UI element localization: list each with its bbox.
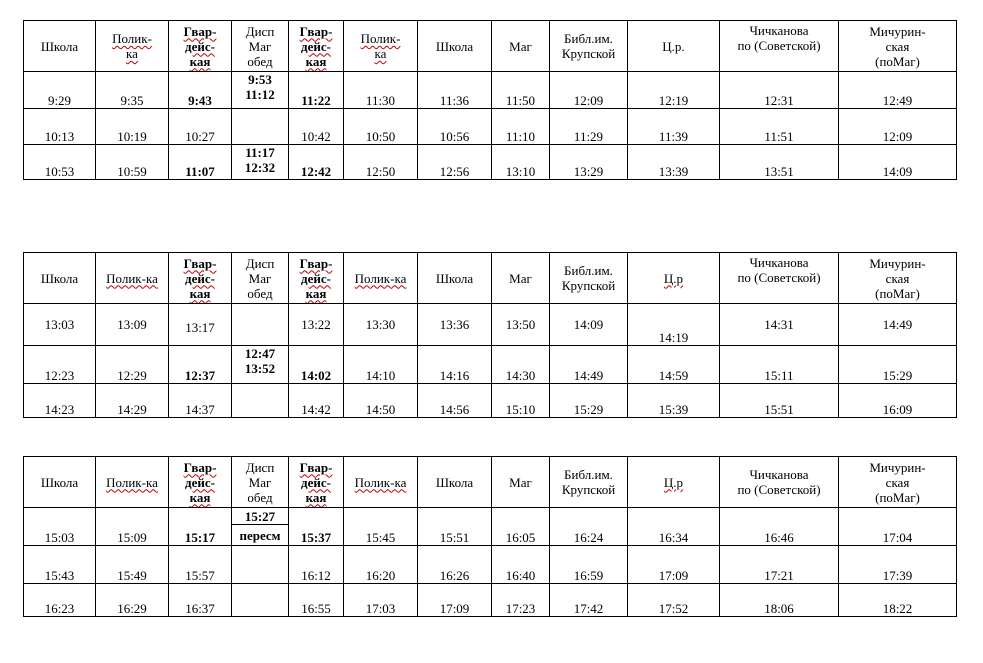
time-cell: 13:36: [418, 304, 492, 346]
time-cell: 14:16: [418, 346, 492, 384]
time-cell: 17:21: [720, 546, 839, 584]
time-cell: 14:09: [839, 145, 957, 180]
time-cell: 17:52: [628, 584, 720, 617]
time-cell: 10:59: [96, 145, 169, 180]
time-cell: 16:12: [289, 546, 344, 584]
time-cell: 15:37: [289, 508, 344, 546]
time-cell: 14:31: [720, 304, 839, 346]
header-chich: Чичканова по (Советской): [720, 21, 839, 72]
time-cell: 17:42: [550, 584, 628, 617]
time-cell: 10:19: [96, 109, 169, 145]
time-cell: 15:11: [720, 346, 839, 384]
header-bibl: Библ.им. Крупской: [550, 21, 628, 72]
header-row: [24, 21, 957, 72]
time-cell: 9:35: [96, 72, 169, 109]
time-cell: 17:39: [839, 546, 957, 584]
time-cell: 15:17: [169, 508, 232, 546]
time-cell: 11:10: [492, 109, 550, 145]
header-gvard-2: Гвар- дейс- кая: [289, 21, 344, 72]
schedule-table-2: [23, 252, 957, 418]
header-bibl: Библ.им. Крупской: [550, 253, 628, 304]
header-polik-2: Полик-ка: [344, 253, 418, 304]
time-cell: 13:50: [492, 304, 550, 346]
time-cell: 14:02: [289, 346, 344, 384]
disp-cell: 15:27 пересм: [232, 508, 289, 546]
time-cell: 12:09: [550, 72, 628, 109]
header-mag: Маг: [492, 253, 550, 304]
header-gvard: Гвар- дейс- кая: [169, 253, 232, 304]
time-cell: 15:03: [24, 508, 96, 546]
time-cell: 13:17: [169, 304, 232, 346]
disp-cell: [232, 584, 289, 617]
time-cell: 13:30: [344, 304, 418, 346]
time-cell: 13:51: [720, 145, 839, 180]
header-mich: Мичурин- ская (поМаг): [839, 457, 957, 508]
header-mich: Мичурин- ская (поМаг): [839, 253, 957, 304]
time-cell: 15:45: [344, 508, 418, 546]
time-cell: 18:06: [720, 584, 839, 617]
time-cell: 14:30: [492, 346, 550, 384]
time-cell: 13:39: [628, 145, 720, 180]
time-cell: 11:22: [289, 72, 344, 109]
header-cr: Ц.р.: [628, 21, 720, 72]
time-cell: 13:29: [550, 145, 628, 180]
time-cell: 18:22: [839, 584, 957, 617]
disp-cell: [232, 546, 289, 584]
time-cell: 17:04: [839, 508, 957, 546]
disp-cell: [232, 384, 289, 418]
time-cell: 14:10: [344, 346, 418, 384]
header-shkola: Школа: [24, 21, 96, 72]
time-cell: 11:50: [492, 72, 550, 109]
time-cell: 12:49: [839, 72, 957, 109]
header-gvard: Гвар- дейс- кая: [169, 21, 232, 72]
time-cell: 11:39: [628, 109, 720, 145]
time-cell: 10:27: [169, 109, 232, 145]
time-cell: 10:56: [418, 109, 492, 145]
header-polik-2: Полик-ка: [344, 457, 418, 508]
time-cell: 14:49: [839, 304, 957, 346]
schedule-table-1: [23, 20, 957, 180]
table-row: [24, 384, 957, 418]
time-cell: 14:42: [289, 384, 344, 418]
time-cell: 12:23: [24, 346, 96, 384]
time-cell: 11:07: [169, 145, 232, 180]
header-shkola-2: Школа: [418, 21, 492, 72]
header-polik: Полик-ка: [96, 253, 169, 304]
header-polik: Полик- ка: [96, 21, 169, 72]
header-row: [24, 457, 957, 508]
time-cell: 10:53: [24, 145, 96, 180]
time-cell: 17:23: [492, 584, 550, 617]
time-cell: 16:26: [418, 546, 492, 584]
header-mich: Мичурин- ская (поМаг): [839, 21, 957, 72]
time-cell: 12:56: [418, 145, 492, 180]
time-cell: 14:37: [169, 384, 232, 418]
time-cell: 14:56: [418, 384, 492, 418]
time-cell: 16:40: [492, 546, 550, 584]
time-cell: 11:29: [550, 109, 628, 145]
header-row: [24, 253, 957, 304]
disp-cell: 11:17 12:32: [232, 145, 289, 180]
header-mag: Маг: [492, 457, 550, 508]
time-cell: 15:29: [839, 346, 957, 384]
time-cell: 12:42: [289, 145, 344, 180]
schedule-table-3: [23, 456, 957, 617]
header-shkola: Школа: [24, 253, 96, 304]
time-cell: 14:50: [344, 384, 418, 418]
time-cell: 12:29: [96, 346, 169, 384]
table-row: [24, 346, 957, 384]
time-cell: 12:31: [720, 72, 839, 109]
header-polik: Полик-ка: [96, 457, 169, 508]
table-row: [24, 145, 957, 180]
header-disp: Дисп Маг обед: [232, 457, 289, 508]
time-cell: 16:20: [344, 546, 418, 584]
disp-cell: [232, 109, 289, 145]
time-cell: 14:09: [550, 304, 628, 346]
time-cell: 12:19: [628, 72, 720, 109]
table-row: [24, 584, 957, 617]
time-cell: 10:50: [344, 109, 418, 145]
time-cell: 14:23: [24, 384, 96, 418]
header-disp: Дисп Маг обед: [232, 21, 289, 72]
header-disp: Дисп Маг обед: [232, 253, 289, 304]
table-row: [24, 72, 957, 109]
header-gvard-2: Гвар- дейс- кая: [289, 253, 344, 304]
time-cell: 16:34: [628, 508, 720, 546]
time-cell: 11:36: [418, 72, 492, 109]
time-cell: 10:13: [24, 109, 96, 145]
header-gvard: Гвар- дейс- кая: [169, 457, 232, 508]
header-cr: Ц.р: [628, 457, 720, 508]
header-shkola: Школа: [24, 457, 96, 508]
time-cell: 15:39: [628, 384, 720, 418]
disp-cell: 12:47 13:52: [232, 346, 289, 384]
table-row: [24, 546, 957, 584]
time-cell: 16:59: [550, 546, 628, 584]
time-cell: 14:49: [550, 346, 628, 384]
time-cell: 14:19: [628, 304, 720, 346]
header-chich: Чичканова по (Советской): [720, 253, 839, 304]
header-shkola-2: Школа: [418, 457, 492, 508]
time-cell: 12:37: [169, 346, 232, 384]
time-cell: 15:49: [96, 546, 169, 584]
time-cell: 15:43: [24, 546, 96, 584]
header-gvard-2: Гвар- дейс- кая: [289, 457, 344, 508]
time-cell: 15:09: [96, 508, 169, 546]
time-cell: 15:29: [550, 384, 628, 418]
time-cell: 9:43: [169, 72, 232, 109]
time-cell: 16:46: [720, 508, 839, 546]
time-cell: 10:42: [289, 109, 344, 145]
time-cell: 13:10: [492, 145, 550, 180]
time-cell: 16:24: [550, 508, 628, 546]
time-cell: 14:59: [628, 346, 720, 384]
header-chich: Чичканова по (Советской): [720, 457, 839, 508]
time-cell: 11:30: [344, 72, 418, 109]
header-shkola-2: Школа: [418, 253, 492, 304]
disp-cell: [232, 304, 289, 346]
time-cell: 16:37: [169, 584, 232, 617]
time-cell: 13:09: [96, 304, 169, 346]
time-cell: 16:05: [492, 508, 550, 546]
table-row: [24, 304, 957, 346]
time-cell: 16:23: [24, 584, 96, 617]
time-cell: 16:55: [289, 584, 344, 617]
time-cell: 15:51: [720, 384, 839, 418]
time-cell: 13:22: [289, 304, 344, 346]
time-cell: 13:03: [24, 304, 96, 346]
time-cell: 14:29: [96, 384, 169, 418]
header-bibl: Библ.им. Крупской: [550, 457, 628, 508]
table-row: [24, 109, 957, 145]
time-cell: 16:09: [839, 384, 957, 418]
header-mag: Маг: [492, 21, 550, 72]
time-cell: 17:09: [628, 546, 720, 584]
header-cr: Ц.р: [628, 253, 720, 304]
time-cell: 15:57: [169, 546, 232, 584]
time-cell: 15:51: [418, 508, 492, 546]
table-row: [24, 508, 957, 546]
time-cell: 15:10: [492, 384, 550, 418]
time-cell: 12:50: [344, 145, 418, 180]
time-cell: 9:29: [24, 72, 96, 109]
header-polik-2: Полик- ка: [344, 21, 418, 72]
time-cell: 16:29: [96, 584, 169, 617]
time-cell: 11:51: [720, 109, 839, 145]
time-cell: 17:03: [344, 584, 418, 617]
time-cell: 12:09: [839, 109, 957, 145]
time-cell: 17:09: [418, 584, 492, 617]
disp-cell: 9:53 11:12: [232, 72, 289, 109]
